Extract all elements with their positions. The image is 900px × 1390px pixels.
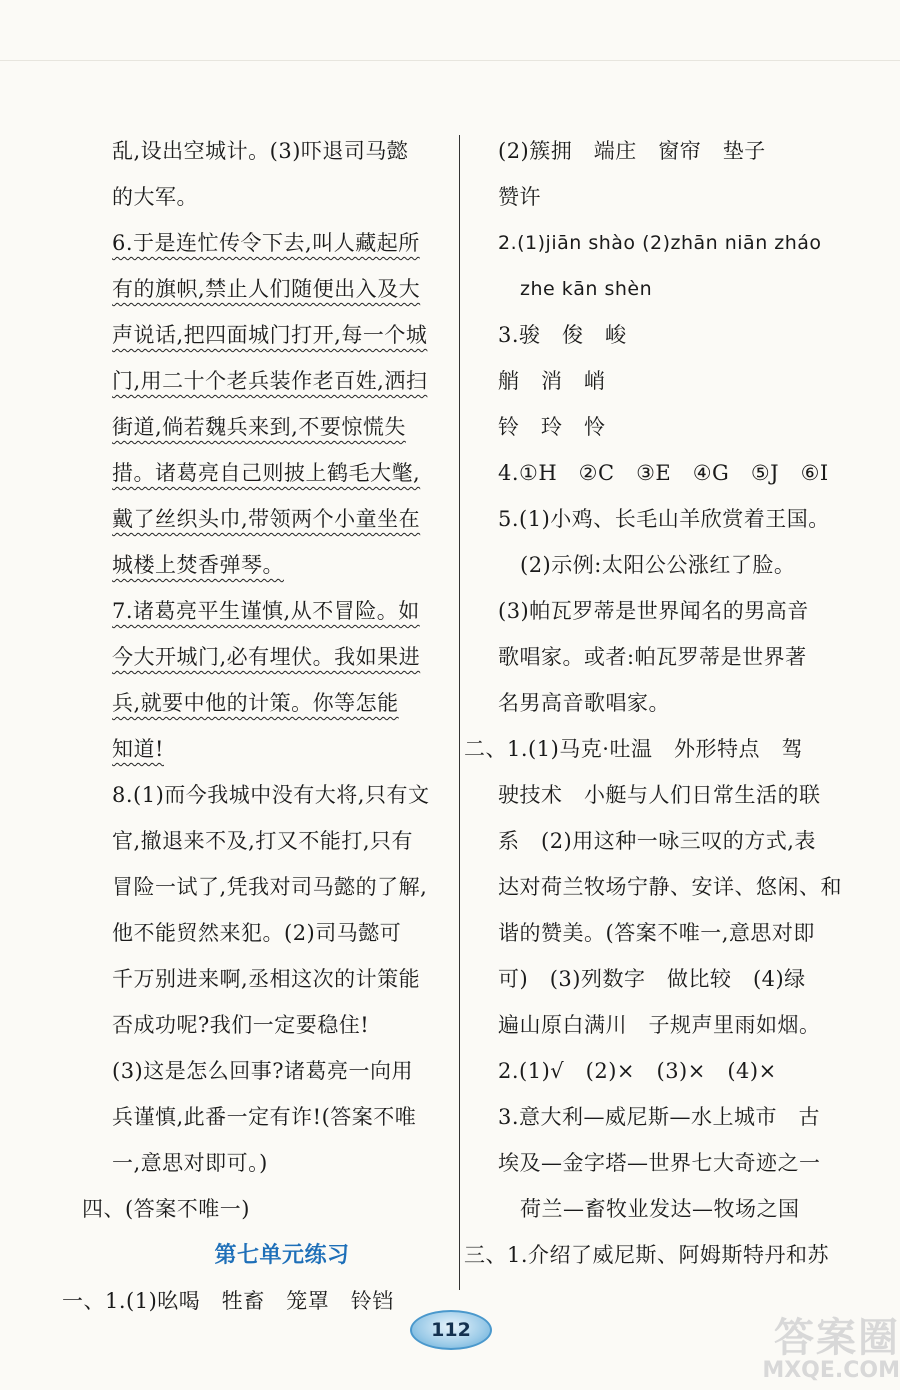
answer-line (112, 588, 452, 634)
unit-question-one: 一、1.(1)吆喝 牲畜 笼罩 铃铛 (62, 1289, 394, 1313)
answer-line-text: 他不能贸然来犯。(2)司马懿可 (112, 921, 402, 945)
answer-line: 遍山原白满川 子规声里雨如烟。 (498, 1013, 821, 1037)
answer-line (112, 312, 452, 358)
section-four-line: 四、(答案不唯一) (82, 1197, 250, 1221)
unit-heading: 第七单元练习 (214, 1242, 350, 1268)
answer-line (112, 634, 452, 680)
answer-line: 系 (2)用这种一咏三叹的方式,表 (498, 829, 816, 853)
answer-line (112, 1140, 452, 1186)
answer-line-text: 戴了丝织头巾,带领两个小童坐在 (112, 507, 421, 531)
answer-line-text: 6.于是连忙传令下去,叫人藏起所 (112, 231, 420, 255)
answer-line-text: 城楼上焚香弹琴。 (112, 553, 284, 577)
answer-line (112, 358, 452, 404)
answer-line-text: 官,撤退来不及,打又不能打,只有 (112, 829, 414, 853)
answer-line: 歌唱家。或者:帕瓦罗蒂是世界著 (498, 645, 807, 669)
answer-line (112, 726, 452, 772)
answer-line-text: 声说话,把四面城门打开,每一个城 (112, 323, 428, 347)
answer-line-text: 兵,就要中他的计策。你等怎能 (112, 691, 399, 715)
answer-line: 艄 消 峭 (498, 369, 606, 393)
left-column (62, 128, 452, 1324)
answer-line: 铃 玲 怜 (498, 415, 606, 439)
answer-line (112, 542, 452, 588)
answer-line-text: 的大军。 (112, 185, 198, 209)
answer-line: 荷兰—畜牧业发达—牧场之国 (520, 1197, 800, 1221)
answer-line: 4.①H ②C ③E ④G ⑤J ⑥I (498, 461, 829, 485)
answer-line-text: 街道,倘若魏兵来到,不要惊慌失 (112, 415, 406, 439)
answer-line-text: 兵谨慎,此番一定有诈!(答案不唯 (112, 1105, 417, 1129)
answer-line: 3.骏 俊 峻 (498, 323, 627, 347)
answer-line: 3.意大利—威尼斯—水上城市 古 (498, 1105, 821, 1129)
answer-line-text: 8.(1)而今我城中没有大将,只有文 (112, 783, 430, 807)
answer-line: 三、1.介绍了威尼斯、阿姆斯特丹和苏 (464, 1243, 830, 1267)
answer-line: 名男高音歌唱家。 (498, 691, 670, 715)
answer-line-text: 一,意思对即可。) (112, 1151, 268, 1175)
answer-line: 二、1.(1)马克·吐温 外形特点 驾 (464, 737, 803, 761)
page-number: 112 (431, 1319, 471, 1341)
answer-line (112, 220, 452, 266)
page-number-badge (410, 1310, 492, 1350)
right-column (464, 128, 842, 1278)
answer-line: 达对荷兰牧场宁静、安详、悠闲、和 (498, 875, 842, 899)
answer-line: 5.(1)小鸡、长毛山羊欣赏着王国。 (498, 507, 830, 531)
answer-line-text: 7.诸葛亮平生谨慎,从不冒险。如 (112, 599, 420, 623)
answer-line: 驶技术 小艇与人们日常生活的联 (498, 783, 821, 807)
answer-line: 2.(1)jiān shào (2)zhān niān zháo (498, 232, 822, 254)
answer-line: zhe kān shèn (520, 278, 653, 300)
answer-line: 谐的赞美。(答案不唯一,意思对即 (498, 921, 815, 945)
watermark-text: 答案圈 (774, 1315, 900, 1361)
answer-line (112, 128, 452, 174)
answer-line (112, 1002, 452, 1048)
answer-line (112, 864, 452, 910)
answer-line (112, 1094, 452, 1140)
answer-line (112, 266, 452, 312)
answer-line-text: 否成功呢?我们一定要稳住! (112, 1013, 370, 1037)
answer-line (112, 818, 452, 864)
answer-line (112, 496, 452, 542)
answer-line (112, 404, 452, 450)
answer-line: 可) (3)列数字 做比较 (4)绿 (498, 967, 806, 991)
answer-line-text: 千万别进来啊,丞相这次的计策能 (112, 967, 421, 991)
answer-line (112, 910, 452, 956)
answer-line: 赞许 (498, 185, 541, 209)
column-divider (459, 135, 460, 1290)
watermark-url: MXQE.COM (762, 1358, 900, 1383)
watermark-logo (700, 1315, 900, 1390)
answer-line (112, 450, 452, 496)
answer-line (112, 956, 452, 1002)
answer-line-text: 乱,设出空城计。(3)吓退司马懿 (112, 139, 409, 163)
answer-line: (2)簇拥 端庄 窗帘 垫子 (498, 139, 766, 163)
page-top-rule (0, 60, 900, 61)
answer-line (112, 772, 452, 818)
answer-line (112, 1048, 452, 1094)
answer-line-text: 措。诸葛亮自己则披上鹤毛大氅, (112, 461, 421, 485)
answer-line-text: 知道! (112, 737, 164, 761)
answer-line-text: 有的旗帜,禁止人们随便出入及大 (112, 277, 421, 301)
answer-line: (2)示例:太阳公公涨红了脸。 (520, 553, 796, 577)
answer-line: 2.(1)√ (2)× (3)× (4)× (498, 1059, 777, 1083)
answer-line (112, 680, 452, 726)
answer-line: 埃及—金字塔—世界七大奇迹之一 (498, 1151, 821, 1175)
answer-line-text: 门,用二十个老兵装作老百姓,洒扫 (112, 369, 428, 393)
answer-line (112, 174, 452, 220)
answer-line-text: (3)这是怎么回事?诸葛亮一向用 (112, 1059, 414, 1083)
answer-line: (3)帕瓦罗蒂是世界闻名的男高音 (498, 599, 809, 623)
answer-line-text: 今大开城门,必有埋伏。我如果进 (112, 645, 421, 669)
answer-line-text: 冒险一试了,凭我对司马懿的了解, (112, 875, 428, 899)
